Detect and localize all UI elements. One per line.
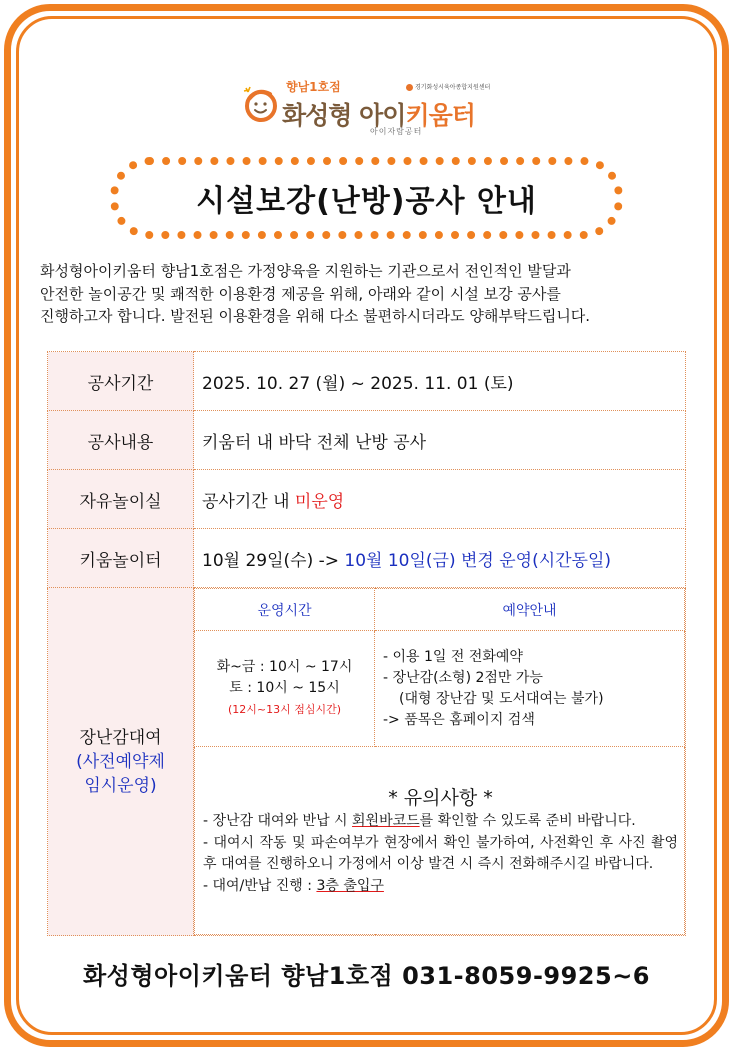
reservation-item: (대형 장난감 및 도서대여는 불가) [399,690,604,707]
table-row-toy-rental [48,588,686,936]
playground-change: 10월 10일(금) 변경 운영(시간동일) [344,550,612,571]
lunch-break: (12시~13시 점심시간) [227,703,342,716]
logo-center-name [406,82,490,91]
logo [236,74,506,140]
center-mark-icon [406,84,413,91]
member-barcode-text: 회원바코드 [352,813,420,830]
hours-weekday: 화~금 : 10시 ~ 17시 [216,659,353,675]
footer-contact: 화성형아이키움터 향남1호점 031-8059-9925~6 [82,962,651,990]
playground-value [194,529,686,588]
logo-wordmark-part1: 화성형 [282,101,360,130]
table-row-playground [48,529,686,588]
info-table [47,351,686,936]
notice-text: - 장난감 대여와 반납 시 [203,813,353,830]
toy-rental-label [48,588,194,936]
playroom-label: 자유놀이실 [48,470,194,529]
hours-header: 운영시간 [195,589,375,631]
notice-title: * 유의사항 * [388,786,493,809]
toy-rental-subtable [194,588,685,935]
reservation-header: 예약안내 [375,589,685,631]
playroom-value [194,470,686,529]
hours-saturday: 토 : 10시 ~ 15시 [229,680,340,696]
period-value: 2025. 10. 27 (월) ~ 2025. 11. 01 (토) [194,352,686,411]
logo-wordmark-part3: 키움터 [405,101,475,130]
reservation-item: -> 품목은 홈페이지 검색 [383,711,535,728]
logo-wordmark-part2: 아이 [359,101,406,130]
notice-text: - 대여/반납 진행 : [203,877,317,894]
toy-rental-label-line1: 장난감대여 [79,727,162,748]
title-box [110,157,623,239]
logo-tagline: 아이자람공터 [370,127,423,136]
intro-line: 화성형아이키움터 향남1호점은 가정양육을 지원하는 기관으로서 전인적인 발달과 [40,262,571,280]
playroom-value-text: 공사기간 내 [202,491,295,512]
subtable-body-row [195,631,685,747]
subtable-notice-row [195,747,685,935]
notice-item: - 대여시 작동 및 파손여부가 현장에서 확인 불가하여, 사전확인 후 사진 촬영 후 대여를 진행하오니 가정에서 이상 발견 시 즉시 전화해주시길 바랍니다. [203,834,678,873]
smiling-child-icon [240,84,280,124]
toy-rental-label-line2: (사전예약제 [76,751,165,772]
toy-rental-detail [194,588,686,936]
reservation-item: - 이용 1일 전 전화예약 [383,648,523,665]
notice-text: 를 확인할 수 있도록 준비 바랍니다. [419,813,636,830]
period-label: 공사기간 [48,352,194,411]
notice-item [203,876,678,898]
notice-item [203,811,678,833]
reservation-cell [375,631,685,747]
table-row-period [48,352,686,411]
playroom-status: 미운영 [294,491,345,512]
table-row-content [48,411,686,470]
content-label: 공사내용 [48,411,194,470]
logo-branch-name: 향남1호점 [286,80,341,94]
playground-value-text: 10월 29일(수) -> [202,550,345,571]
subtable-header-row [195,589,685,631]
notice-cell [195,747,685,935]
entrance-location: 3층 출입구 [316,877,384,894]
table-row-playroom [48,470,686,529]
content-value: 키움터 내 바닥 전체 난방 공사 [194,411,686,470]
toy-rental-label-line3: 임시운영) [84,775,157,796]
intro-paragraph [40,260,700,328]
reservation-item: - 장난감(소형) 2점만 가능 [383,669,543,686]
hours-cell [195,631,375,747]
intro-line: 진행하고자 합니다. 발전된 이용환경을 위해 다소 불편하시더라도 양해부탁드립니다. [40,307,591,325]
intro-line: 안전한 놀이공간 및 쾌적한 이용환경 제공을 위해, 아래와 같이 시설 보강 공사를 [40,284,561,303]
playground-label: 키움놀이터 [48,529,194,588]
page-title: 시설보강(난방)공사 안내 [196,184,537,219]
logo-center-text: 경기화성시육아종합지원센터 [415,84,491,91]
